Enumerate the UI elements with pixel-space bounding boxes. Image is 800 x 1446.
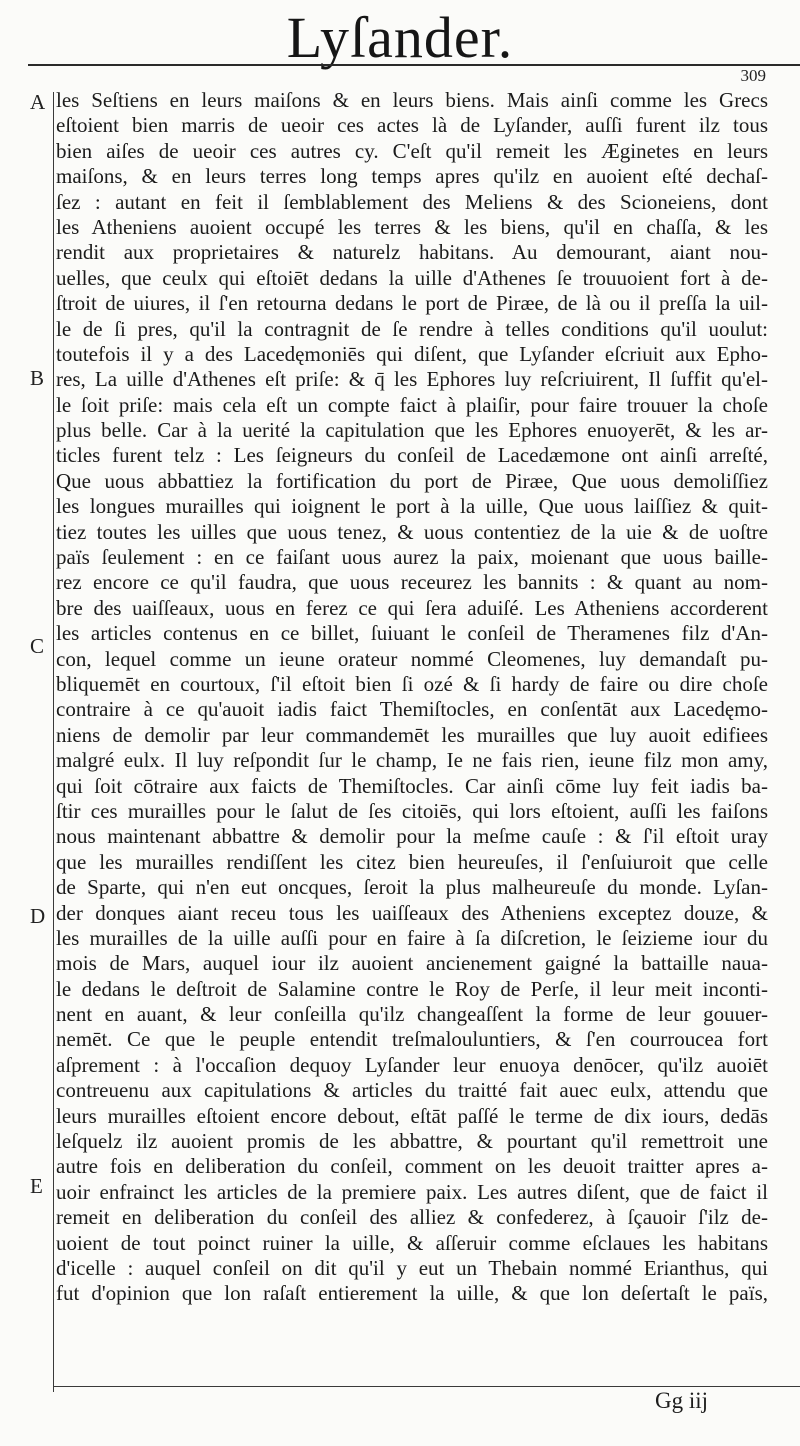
margin-rule: [53, 92, 54, 1392]
text-line: ſtir ces murailles pour le ſalut de ſes citoiēs, qui lors eſtoient, auſſi les faiſons: [56, 798, 768, 823]
header-rule: [28, 64, 800, 66]
text-line: fut d'opinion que lon raſaſt entierement la uille, & que lon deſertaſt le païs,: [56, 1281, 768, 1306]
margin-letter-a: A: [30, 90, 46, 114]
text-line: bien aiſes de ueoir ces autres cy. C'eſt qu'il remeit les Æginetes en leurs: [56, 138, 768, 163]
text-line: païs ſeulement : en ce faiſant uous aurez la paix, moienant que uous baille-: [56, 545, 768, 570]
text-line: les longues murailles qui ioignent le port à la uille, Que uous laiſſiez & quit-: [56, 494, 768, 519]
text-line: les articles contenus en ce billet, ſuiuant le conſeil de Theramenes filz d'An-: [56, 621, 768, 646]
text-line: nent en auant, & leur conſeilla qu'ilz changeaſſent la forme de leur gouuer-: [56, 1002, 768, 1027]
text-line: les Seſtiens en leurs maiſons & en leurs biens. Mais ainſi comme les Grecs: [56, 88, 768, 112]
text-line: ſez : autant en feit il ſemblablement des Meliens & des Scioneiens, dont: [56, 189, 768, 214]
text-line: contraire à ce qu'auoit iadis faict Themiſtocles, en conſentāt aux Lacedęmo-: [56, 697, 768, 722]
signature-mark: Gg iij: [654, 1388, 708, 1413]
text-line: les Atheniens auoient occupé les terres & les biens, qu'il en chaſſa, & les: [56, 214, 768, 239]
body-text: [56, 88, 768, 1307]
text-line: ticles furent telz : Les ſeigneurs du conſeil de Lacedæmone ont ainſi arreſté,: [56, 443, 768, 468]
running-title: Lyſander.: [286, 5, 514, 70]
text-line: eſtoient bien marris de ueoir ces actes là de Lyſander, auſſi furent ilz tous: [56, 113, 768, 138]
text-line: uelles, que ceulx qui eſtoiēt dedans la uille d'Athenes ſe trouuoient fort à de-: [56, 265, 768, 290]
text-line: ſtroit de uiures, il ſ'en retourna dedans le port de Piræe, de là ou il preſſa la uil-: [56, 291, 768, 316]
text-line: con, lequel comme un ieune orateur nommé Cleomenes, luy demandaſt pu-: [56, 646, 768, 671]
page-number: 309: [740, 66, 766, 85]
text-line: malgré eulx. Il luy reſpondit ſur le champ, Ie ne fais rien, ieune filz mon amy,: [56, 748, 768, 773]
text-line: le de ſi pres, qu'il la contragnit de ſe rendre à telles conditions qu'il uoulut:: [56, 316, 768, 341]
text-line: que les murailles rendiſſent les citez bien heureuſes, il ſ'enſuiuroit que celle: [56, 849, 768, 874]
text-line: maiſons, & en leurs terres long temps apres qu'ilz en auoient eſté dechaſ-: [56, 164, 768, 189]
text-line: nemēt. Ce que le peuple entendit treſmalouluntiers, & ſ'en courroucea fort: [56, 1027, 768, 1052]
text-line: le dedans le deſtroit de Salamine contre le Roy de Perſe, il leur meit inconti-: [56, 976, 768, 1001]
text-line: toutefois il y a des Lacedęmoniēs qui diſent, que Lyſander eſcriuit aux Epho-: [56, 341, 768, 366]
text-line: autre fois en deliberation du conſeil, comment on les deuoit traitter apres a-: [56, 1154, 768, 1179]
text-line: niens de demolir par leur commandemēt les murailles que luy auoit edifiees: [56, 722, 768, 747]
margin-letter-e: E: [30, 1174, 43, 1198]
text-line: bliquemēt en courtoux, ſ'il eſtoit bien ſi ozé & ſi hardy de faire ou dire choſe: [56, 671, 768, 696]
text-line: contreuenu aux capitulations & articles du traitté fait auec eulx, attendu que: [56, 1078, 768, 1103]
text-line: rez encore ce qu'il faudra, que uous receurez les bannits : & quant au nom-: [56, 570, 768, 595]
text-line: uoir enfrainct les articles de la premiere paix. Les autres diſent, que de faict il: [56, 1179, 768, 1204]
text-line: uoient de tout poinct ruiner la uille, & aſſeruir comme eſclaues les habitans: [56, 1230, 768, 1255]
text-line: plus belle. Car à la uerité la capitulation que les Ephores enuoyerēt, & les ar-: [56, 418, 768, 443]
text-line: Que uous abbattiez la fortification du port de Piræe, Que uous demoliſſiez: [56, 468, 768, 493]
text-line: aſprement : à l'occaſion dequoy Lyſander leur enuoya denōcer, qu'ilz auoiēt: [56, 1052, 768, 1077]
text-line: leurs murailles eſtoient encore debout, eſtāt paſſé le terme de dix iours, dedās: [56, 1103, 768, 1128]
text-line: de Sparte, qui n'en eut oncques, ſeroit la plus malheureuſe du monde. Lyſan-: [56, 875, 768, 900]
text-line: qui ſoit cōtraire aux faicts de Themiſtocles. Car ainſi cōme luy feit iadis ba-: [56, 773, 768, 798]
text-line: les murailles de la uille auſſi pour en faire à ſa diſcretion, le ſeizieme iour du: [56, 925, 768, 950]
text-line: remeit en deliberation du conſeil des alliez & confederez, à ſçauoir ſ'ilz de-: [56, 1205, 768, 1230]
text-line: rendit aux proprietaires & naturelz habitans. Au demourant, aiant nou-: [56, 240, 768, 265]
text-line: res, La uille d'Athenes eſt priſe: & q̄ les Ephores luy reſcriuirent, Il ſuffit qu'el-: [56, 367, 768, 392]
text-line: tiez toutes les uilles que uous tenez, & uous contentiez de la uie & de uoſtre: [56, 519, 768, 544]
text-line: mois de Mars, auquel iour ilz auoient ancienement gaigné la battaille naua-: [56, 951, 768, 976]
text-line: der donques aiant receu tous les uaiſſeaux des Atheniens exceptez douze, &: [56, 900, 768, 925]
text-line: le ſoit priſe: mais cela eſt un compte faict à plaiſir, pour faire trouuer la choſe: [56, 392, 768, 417]
margin-letter-b: B: [30, 366, 45, 390]
margin-letter-c: C: [30, 634, 45, 658]
footer-rule: [53, 1386, 800, 1387]
text-line: d'icelle : auquel conſeil on dit qu'il y eut un Thebain nommé Erianthus, qui: [56, 1255, 768, 1280]
text-line: bre des uaiſſeaux, uous en ferez ce qui ſera aduiſé. Les Atheniens accorderent: [56, 595, 768, 620]
text-line: leſquelz ilz auoient promis de les abbattre, & pourtant qu'il remettroit une: [56, 1129, 768, 1154]
margin-letter-d: D: [30, 904, 46, 928]
text-line: nous maintenant abbattre & demolir pour la meſme cauſe : & ſ'il eſtoit uray: [56, 824, 768, 849]
